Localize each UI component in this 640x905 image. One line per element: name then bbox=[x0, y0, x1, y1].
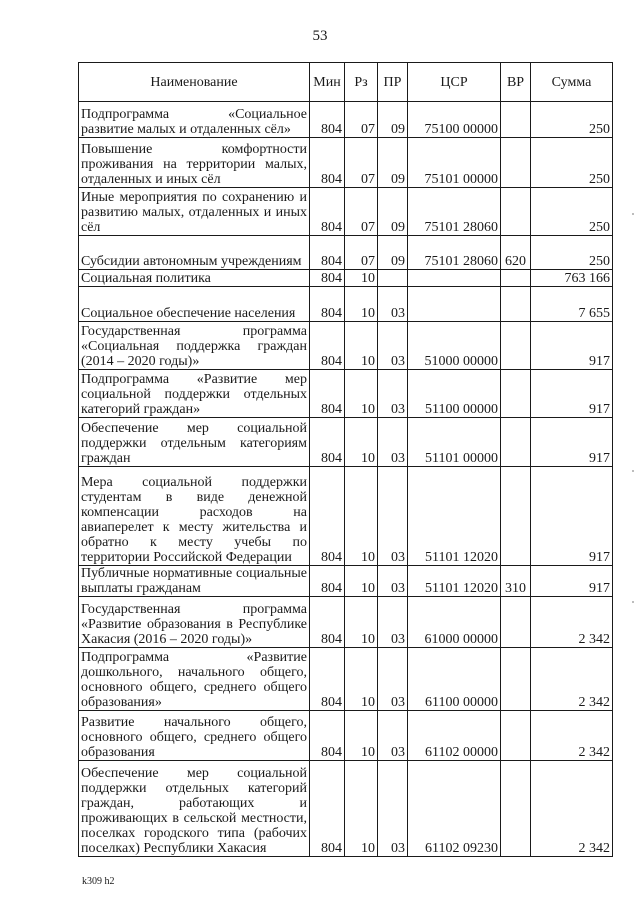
row-sum: 917 bbox=[531, 370, 613, 418]
row-sum: 2 342 bbox=[531, 648, 613, 711]
table-row bbox=[79, 236, 613, 270]
row-min: 804 bbox=[310, 761, 345, 857]
row-min: 804 bbox=[310, 236, 345, 270]
table-row bbox=[79, 711, 613, 761]
row-csr: 51101 12020 bbox=[408, 467, 501, 566]
row-csr bbox=[408, 270, 501, 287]
row-min: 804 bbox=[310, 138, 345, 188]
row-vr bbox=[501, 188, 531, 236]
row-csr: 75101 28060 bbox=[408, 188, 501, 236]
row-sum: 763 166 bbox=[531, 270, 613, 287]
row-name: Иные мероприятия по сохранению и развитию малых, отдаленных и иных сёл bbox=[79, 188, 310, 236]
row-pr: 03 bbox=[378, 761, 408, 857]
row-sum: 917 bbox=[531, 566, 613, 597]
header-pr: ПР bbox=[378, 63, 408, 102]
table-row bbox=[79, 102, 613, 138]
row-csr bbox=[408, 287, 501, 322]
row-min: 804 bbox=[310, 322, 345, 370]
row-name: Субсидии автономным учреждениям bbox=[79, 236, 310, 270]
table-row bbox=[79, 287, 613, 322]
row-name: Мера социальной поддержки студентам в виде денежной компенсации расходов на авиаперелет к месту жительства и обратно к месту учебы по территории Российской Федерации bbox=[79, 467, 310, 566]
row-pr: 09 bbox=[378, 102, 408, 138]
row-pr: 03 bbox=[378, 322, 408, 370]
row-csr: 51100 00000 bbox=[408, 370, 501, 418]
footer-document-code: k309 h2 bbox=[82, 876, 115, 887]
row-rz: 10 bbox=[345, 322, 378, 370]
row-pr: 09 bbox=[378, 236, 408, 270]
row-rz: 10 bbox=[345, 566, 378, 597]
header-rz: Рз bbox=[345, 63, 378, 102]
row-sum: 250 bbox=[531, 102, 613, 138]
row-pr: 03 bbox=[378, 467, 408, 566]
row-vr bbox=[501, 761, 531, 857]
row-rz: 10 bbox=[345, 761, 378, 857]
row-rz: 07 bbox=[345, 236, 378, 270]
table-row bbox=[79, 188, 613, 236]
row-min: 804 bbox=[310, 287, 345, 322]
row-name: Государственная программа «Развитие образования в Республике Хакасия (2016 – 2020 годы)» bbox=[79, 597, 310, 648]
header-vr: ВР bbox=[501, 63, 531, 102]
header-min: Мин bbox=[310, 63, 345, 102]
row-min: 804 bbox=[310, 370, 345, 418]
row-csr: 51101 12020 bbox=[408, 566, 501, 597]
row-vr bbox=[501, 287, 531, 322]
row-vr bbox=[501, 270, 531, 287]
row-csr: 61102 09230 bbox=[408, 761, 501, 857]
row-name: Подпрограмма «Развитие мер социальной поддержки отдельных категорий граждан» bbox=[79, 370, 310, 418]
row-vr bbox=[501, 370, 531, 418]
header-csr: ЦСР bbox=[408, 63, 501, 102]
scan-artifact bbox=[632, 601, 634, 603]
row-rz: 10 bbox=[345, 648, 378, 711]
row-csr: 61102 00000 bbox=[408, 711, 501, 761]
row-rz: 07 bbox=[345, 138, 378, 188]
row-pr: 03 bbox=[378, 418, 408, 467]
table-row bbox=[79, 322, 613, 370]
row-sum: 917 bbox=[531, 322, 613, 370]
row-sum: 250 bbox=[531, 188, 613, 236]
budget-table bbox=[78, 62, 613, 857]
row-sum: 917 bbox=[531, 467, 613, 566]
row-vr bbox=[501, 648, 531, 711]
row-pr: 03 bbox=[378, 287, 408, 322]
row-sum: 2 342 bbox=[531, 597, 613, 648]
page-number: 53 bbox=[312, 28, 328, 44]
row-name: Социальное обеспечение населения bbox=[79, 287, 310, 322]
row-rz: 10 bbox=[345, 287, 378, 322]
row-sum: 2 342 bbox=[531, 761, 613, 857]
scan-artifact bbox=[632, 213, 634, 215]
row-csr: 75101 28060 bbox=[408, 236, 501, 270]
row-csr: 75100 00000 bbox=[408, 102, 501, 138]
header-name: Наименование bbox=[79, 63, 310, 102]
row-vr bbox=[501, 467, 531, 566]
row-name: Обеспечение мер социальной поддержки отдельным категориям граждан bbox=[79, 418, 310, 467]
row-min: 804 bbox=[310, 102, 345, 138]
row-vr bbox=[501, 322, 531, 370]
row-csr: 51000 00000 bbox=[408, 322, 501, 370]
row-pr: 09 bbox=[378, 188, 408, 236]
row-pr: 09 bbox=[378, 138, 408, 188]
row-csr: 61100 00000 bbox=[408, 648, 501, 711]
row-rz: 10 bbox=[345, 467, 378, 566]
row-sum: 250 bbox=[531, 138, 613, 188]
row-min: 804 bbox=[310, 648, 345, 711]
row-rz: 10 bbox=[345, 418, 378, 467]
row-vr bbox=[501, 138, 531, 188]
table-row bbox=[79, 761, 613, 857]
table-row bbox=[79, 648, 613, 711]
row-rz: 07 bbox=[345, 102, 378, 138]
row-csr: 61000 00000 bbox=[408, 597, 501, 648]
row-rz: 10 bbox=[345, 711, 378, 761]
row-rz: 07 bbox=[345, 188, 378, 236]
row-vr: 620 bbox=[501, 236, 531, 270]
row-min: 804 bbox=[310, 467, 345, 566]
row-name: Развитие начального общего, основного общего, среднего общего образования bbox=[79, 711, 310, 761]
table-row bbox=[79, 418, 613, 467]
table-header-row bbox=[79, 63, 613, 102]
row-pr: 03 bbox=[378, 566, 408, 597]
row-min: 804 bbox=[310, 711, 345, 761]
row-name: Подпрограмма «Развитие дошкольного, начального общего, основного общего, среднего общего образования» bbox=[79, 648, 310, 711]
row-vr: 310 bbox=[501, 566, 531, 597]
table-row bbox=[79, 566, 613, 597]
row-vr bbox=[501, 711, 531, 761]
table-row bbox=[79, 597, 613, 648]
row-sum: 250 bbox=[531, 236, 613, 270]
table-row bbox=[79, 138, 613, 188]
table-row bbox=[79, 370, 613, 418]
row-sum: 2 342 bbox=[531, 711, 613, 761]
row-csr: 51101 00000 bbox=[408, 418, 501, 467]
row-min: 804 bbox=[310, 597, 345, 648]
row-csr: 75101 00000 bbox=[408, 138, 501, 188]
scan-artifact bbox=[632, 470, 634, 472]
row-min: 804 bbox=[310, 270, 345, 287]
row-vr bbox=[501, 418, 531, 467]
row-pr: 03 bbox=[378, 370, 408, 418]
row-min: 804 bbox=[310, 566, 345, 597]
row-pr: 03 bbox=[378, 711, 408, 761]
header-sum: Сумма bbox=[531, 63, 613, 102]
row-pr bbox=[378, 270, 408, 287]
row-name: Государственная программа «Социальная поддержка граждан (2014 – 2020 годы)» bbox=[79, 322, 310, 370]
row-sum: 7 655 bbox=[531, 287, 613, 322]
row-name: Обеспечение мер социальной поддержки отдельных категорий граждан, работающих и проживающих в сельской местности, поселках городского типа (рабочих поселках) Республики Хакасия bbox=[79, 761, 310, 857]
table-row bbox=[79, 467, 613, 566]
row-vr bbox=[501, 102, 531, 138]
row-sum: 917 bbox=[531, 418, 613, 467]
row-min: 804 bbox=[310, 188, 345, 236]
row-name: Публичные нормативные социальные выплаты гражданам bbox=[79, 566, 310, 597]
row-name: Социальная политика bbox=[79, 270, 310, 287]
row-rz: 10 bbox=[345, 597, 378, 648]
row-vr bbox=[501, 597, 531, 648]
row-pr: 03 bbox=[378, 597, 408, 648]
row-pr: 03 bbox=[378, 648, 408, 711]
row-name: Повышение комфортности проживания на территории малых, отдаленных и иных сёл bbox=[79, 138, 310, 188]
row-name: Подпрограмма «Социальное развитие малых и отдаленных сёл» bbox=[79, 102, 310, 138]
row-rz: 10 bbox=[345, 270, 378, 287]
row-min: 804 bbox=[310, 418, 345, 467]
row-rz: 10 bbox=[345, 370, 378, 418]
table-row bbox=[79, 270, 613, 287]
